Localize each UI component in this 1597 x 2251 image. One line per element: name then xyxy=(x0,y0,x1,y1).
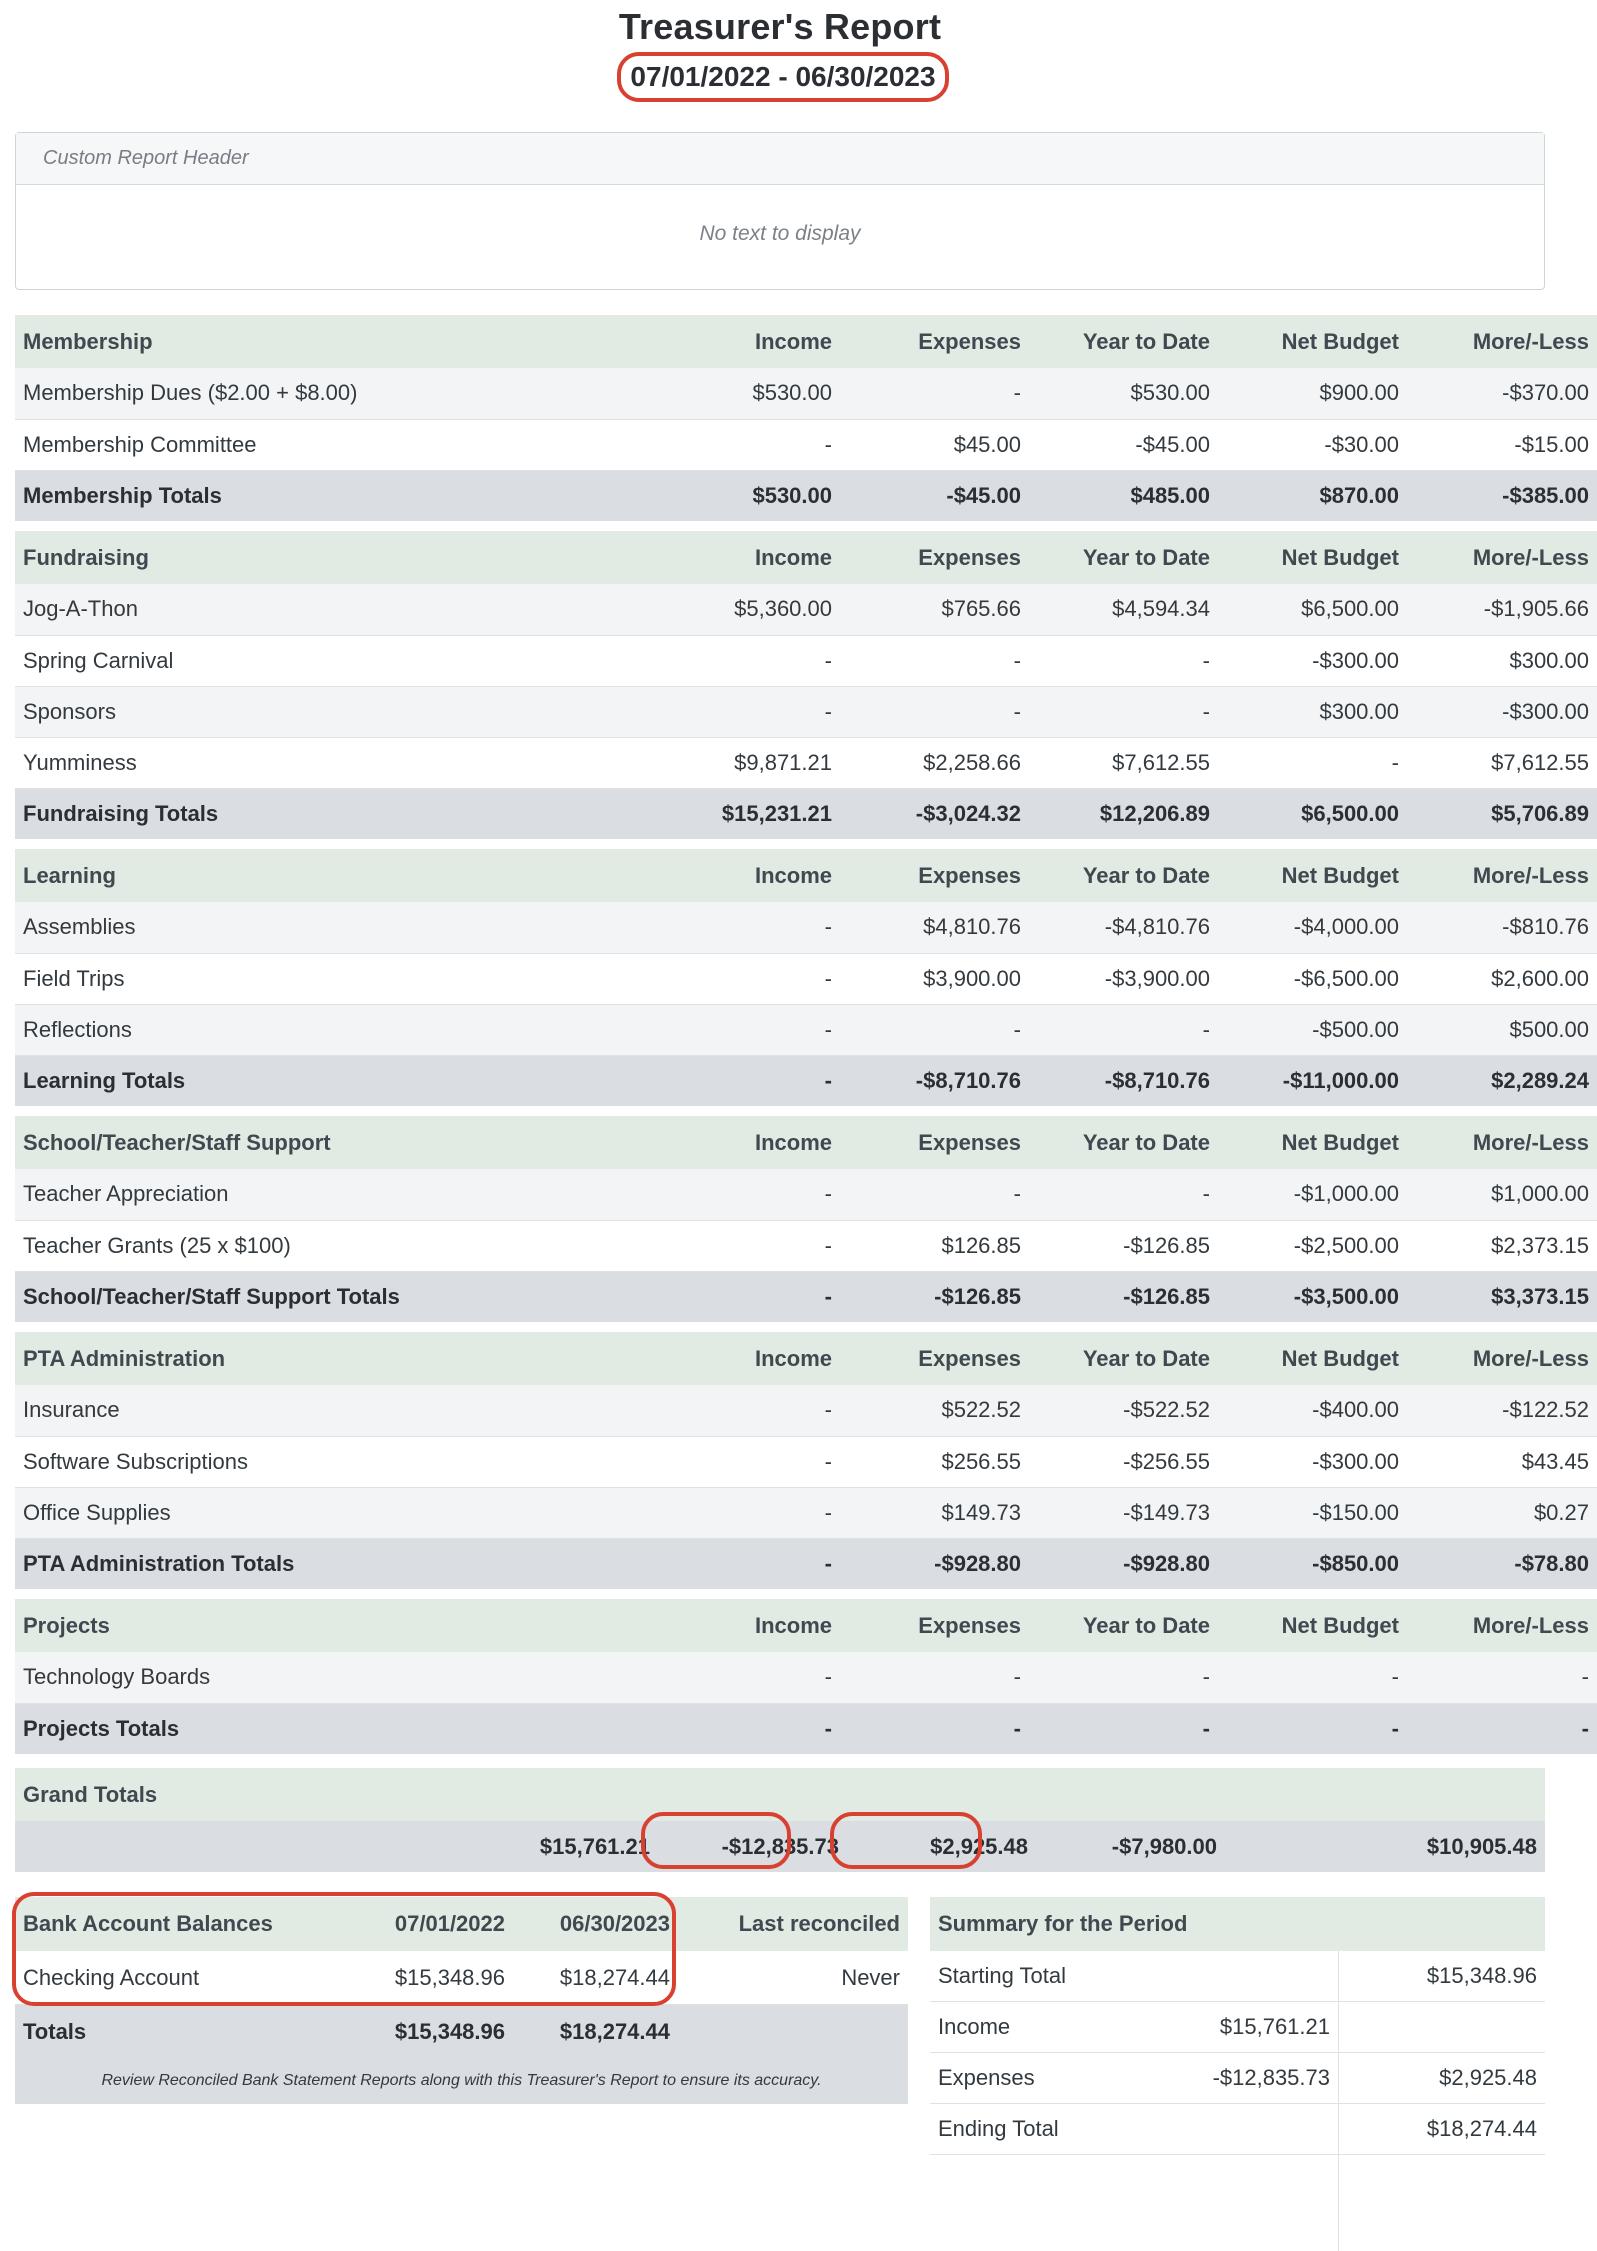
line-item-row xyxy=(15,1169,1597,1220)
line-item-value: -$126.85 xyxy=(1123,1232,1210,1258)
line-item-value: $9,871.21 xyxy=(734,749,832,775)
line-item-row xyxy=(15,368,1597,419)
summary-starting-row xyxy=(930,1951,1545,2002)
column-header: Year to Date xyxy=(1082,1129,1210,1155)
line-item-label: Reflections xyxy=(23,1016,132,1042)
line-item-row xyxy=(15,686,1597,737)
bank-totals-end: $18,274.44 xyxy=(559,2019,670,2044)
section-totals-value: $5,706.89 xyxy=(1491,800,1589,826)
line-item-value: $126.85 xyxy=(941,1232,1021,1258)
line-item-label: Field Trips xyxy=(23,965,125,991)
line-item-value: - xyxy=(824,1181,832,1207)
column-header: More/-Less xyxy=(1472,328,1589,354)
section-title: Membership xyxy=(23,328,153,354)
line-item-label: Spring Carnival xyxy=(23,647,174,673)
section-title: PTA Administration xyxy=(23,1345,226,1371)
line-item-value: $256.55 xyxy=(941,1448,1021,1474)
line-item-row xyxy=(15,1652,1597,1703)
line-item-value: $7,612.55 xyxy=(1491,749,1589,775)
section-table xyxy=(15,1599,1597,1754)
line-item-value: - xyxy=(1013,1016,1021,1042)
line-item-value: -$810.76 xyxy=(1502,914,1589,940)
line-item-value: $149.73 xyxy=(941,1499,1021,1525)
line-item-value: - xyxy=(1013,698,1021,724)
section-totals-row xyxy=(15,1055,1597,1106)
column-header: Expenses xyxy=(918,1129,1021,1155)
section-table xyxy=(15,315,1597,521)
section-totals-value: - xyxy=(824,1067,832,1093)
line-item-value: $2,258.66 xyxy=(923,749,1021,775)
bank-reconcile-note: Review Reconciled Bank Statement Reports along with this Treasurer's Report to ensure its accuracy. xyxy=(15,2058,908,2104)
column-header: Net Budget xyxy=(1281,544,1399,570)
line-item-value: - xyxy=(824,1664,832,1690)
bank-balances-highlight xyxy=(12,1892,676,2006)
section-totals-value: - xyxy=(1202,1715,1210,1741)
summary-ending-row xyxy=(930,2104,1545,2155)
section-totals-value: -$3,500.00 xyxy=(1293,1283,1399,1309)
bank-totals-label: Totals xyxy=(23,2019,87,2044)
section-table xyxy=(15,531,1597,839)
bank-account-start: $15,348.96 xyxy=(394,1965,505,1990)
grand-income-highlight xyxy=(641,1812,791,1869)
section-header-row xyxy=(15,849,1597,902)
line-item-label: Membership Dues ($2.00 + $8.00) xyxy=(23,380,358,406)
section-totals-value: -$126.85 xyxy=(934,1283,1021,1309)
section-totals-value: $530.00 xyxy=(752,482,832,508)
column-header: Income xyxy=(754,1612,832,1638)
line-item-value: - xyxy=(1581,1664,1589,1690)
line-item-value: - xyxy=(1202,1664,1210,1690)
bank-col-reconciled: Last reconciled xyxy=(738,1911,900,1936)
section-totals-row xyxy=(15,788,1597,839)
column-header: Year to Date xyxy=(1082,1345,1210,1371)
column-header: Income xyxy=(754,544,832,570)
line-item-value: $2,600.00 xyxy=(1491,965,1589,991)
section-totals-value: $3,373.15 xyxy=(1491,1283,1589,1309)
grand-totals-heading: Grand Totals xyxy=(15,1768,1545,1821)
line-item-value: - xyxy=(824,914,832,940)
line-item-value: -$122.52 xyxy=(1502,1397,1589,1423)
summary-ending-label: Ending Total xyxy=(938,2116,1059,2141)
section-totals-value: $2,289.24 xyxy=(1491,1067,1589,1093)
bank-col-start: 07/01/2022 xyxy=(394,1911,505,1936)
column-header: Expenses xyxy=(918,1345,1021,1371)
line-item-value: -$522.52 xyxy=(1123,1397,1210,1423)
line-item-value: - xyxy=(1013,380,1021,406)
section-totals-value: $12,206.89 xyxy=(1099,800,1210,826)
section-totals-value: -$3,024.32 xyxy=(915,800,1021,826)
line-item-label: Technology Boards xyxy=(23,1664,211,1690)
column-header: More/-Less xyxy=(1472,1345,1589,1371)
line-item-label: Teacher Grants (25 x $100) xyxy=(23,1232,291,1258)
custom-report-header xyxy=(15,132,1545,290)
column-header: Expenses xyxy=(918,328,1021,354)
bank-totals-start: $15,348.96 xyxy=(394,2019,505,2044)
section-totals-row xyxy=(15,1538,1597,1589)
line-item-label: Office Supplies xyxy=(23,1499,171,1525)
line-item-value: - xyxy=(824,1499,832,1525)
line-item-value: $300.00 xyxy=(1509,647,1589,673)
column-header: Year to Date xyxy=(1082,328,1210,354)
section-title: Fundraising xyxy=(23,544,149,570)
column-header: More/-Less xyxy=(1472,862,1589,888)
section-totals-value: - xyxy=(824,1550,832,1576)
line-item-value: - xyxy=(824,647,832,673)
column-header: More/-Less xyxy=(1472,544,1589,570)
section-totals-label: School/Teacher/Staff Support Totals xyxy=(23,1283,400,1309)
line-item-value: -$4,810.76 xyxy=(1104,914,1210,940)
line-item-label: Teacher Appreciation xyxy=(23,1181,229,1207)
line-item-value: $4,594.34 xyxy=(1112,596,1210,622)
column-header: Income xyxy=(754,862,832,888)
line-item-value: $765.66 xyxy=(941,596,1021,622)
section-totals-value: -$850.00 xyxy=(1312,1550,1399,1576)
line-item-label: Sponsors xyxy=(23,698,116,724)
summary-starting-value: $15,348.96 xyxy=(1426,1963,1537,1988)
section-totals-value: - xyxy=(824,1283,832,1309)
line-item-row xyxy=(15,1436,1597,1487)
column-header: Net Budget xyxy=(1281,862,1399,888)
bank-account-end: $18,274.44 xyxy=(559,1965,670,1990)
column-header: Income xyxy=(754,328,832,354)
column-header: Year to Date xyxy=(1082,1612,1210,1638)
line-item-value: -$300.00 xyxy=(1502,698,1589,724)
line-item-value: -$150.00 xyxy=(1312,1499,1399,1525)
section-totals-value: $870.00 xyxy=(1319,482,1399,508)
line-item-value: -$1,905.66 xyxy=(1483,596,1589,622)
summary-net-value: $2,925.48 xyxy=(1439,2065,1537,2090)
line-item-row xyxy=(15,737,1597,788)
line-item-value: -$500.00 xyxy=(1312,1016,1399,1042)
bank-header-label: Bank Account Balances xyxy=(23,1911,273,1936)
line-item-value: $522.52 xyxy=(941,1397,1021,1423)
column-header: Net Budget xyxy=(1281,328,1399,354)
section-header-row xyxy=(15,531,1597,584)
line-item-row xyxy=(15,584,1597,635)
section-title: Projects xyxy=(23,1612,110,1638)
line-item-row xyxy=(15,1220,1597,1271)
section-header-row xyxy=(15,315,1597,368)
line-item-value: - xyxy=(1202,698,1210,724)
grand-total-income: $15,761.21 xyxy=(539,1834,650,1859)
line-item-label: Assemblies xyxy=(23,914,136,940)
bank-col-end: 06/30/2023 xyxy=(559,1911,670,1936)
report-date-range: 07/01/2022 - 06/30/2023 xyxy=(617,52,949,102)
section-totals-value: -$78.80 xyxy=(1514,1550,1589,1576)
line-item-value: - xyxy=(824,698,832,724)
line-item-value: $530.00 xyxy=(752,380,832,406)
section-header-row xyxy=(15,1116,1597,1169)
line-item-value: - xyxy=(824,431,832,457)
section-title: School/Teacher/Staff Support xyxy=(23,1129,331,1155)
section-totals-row xyxy=(15,1271,1597,1322)
line-item-value: - xyxy=(824,1448,832,1474)
bank-account-name: Checking Account xyxy=(23,1965,200,1990)
line-item-value: - xyxy=(1013,647,1021,673)
summary-ending-value: $18,274.44 xyxy=(1426,2116,1537,2141)
column-header: More/-Less xyxy=(1472,1129,1589,1155)
section-totals-value: $15,231.21 xyxy=(721,800,832,826)
section-totals-value: -$385.00 xyxy=(1502,482,1589,508)
line-item-row xyxy=(15,1385,1597,1436)
line-item-row xyxy=(15,1004,1597,1055)
section-table xyxy=(15,1116,1597,1322)
summary-income-label: Income xyxy=(938,2014,1011,2039)
line-item-row xyxy=(15,635,1597,686)
custom-header-label: Custom Report Header xyxy=(16,133,1544,185)
grand-expenses-highlight xyxy=(830,1812,982,1869)
section-totals-row xyxy=(15,1703,1597,1754)
line-item-value: - xyxy=(1013,1664,1021,1690)
column-header: Net Budget xyxy=(1281,1612,1399,1638)
line-item-label: Yumminess xyxy=(23,749,137,775)
column-header: Expenses xyxy=(918,862,1021,888)
section-totals-value: - xyxy=(824,1715,832,1741)
section-totals-value: $6,500.00 xyxy=(1301,800,1399,826)
section-totals-label: Fundraising Totals xyxy=(23,800,219,826)
line-item-value: -$1,000.00 xyxy=(1293,1181,1399,1207)
line-item-value: - xyxy=(824,1397,832,1423)
summary-header: Summary for the Period xyxy=(930,1897,1545,1951)
summary-expenses-value: -$12,835.73 xyxy=(1212,2065,1330,2090)
line-item-label: Software Subscriptions xyxy=(23,1448,248,1474)
section-header-row xyxy=(15,1332,1597,1385)
column-header: Income xyxy=(754,1129,832,1155)
line-item-value: - xyxy=(1202,647,1210,673)
grand-total-year-to-date: $2,925.48 xyxy=(930,1834,1028,1859)
line-item-value: $0.27 xyxy=(1533,1499,1589,1525)
line-item-value: -$15.00 xyxy=(1514,431,1589,457)
line-item-value: -$2,500.00 xyxy=(1293,1232,1399,1258)
line-item-value: $500.00 xyxy=(1509,1016,1589,1042)
section-title: Learning xyxy=(23,862,116,888)
line-item-label: Jog-A-Thon xyxy=(23,596,138,622)
section-totals-value: -$8,710.76 xyxy=(1104,1067,1210,1093)
line-item-value: -$256.55 xyxy=(1123,1448,1210,1474)
column-header: More/-Less xyxy=(1472,1612,1589,1638)
report-title: Treasurer's Report xyxy=(618,6,942,47)
summary-income-row xyxy=(930,2002,1545,2053)
line-item-row xyxy=(15,953,1597,1004)
line-item-label: Membership Committee xyxy=(23,431,257,457)
summary-divider xyxy=(1338,1951,1339,2251)
line-item-value: $5,360.00 xyxy=(734,596,832,622)
line-item-value: $6,500.00 xyxy=(1301,596,1399,622)
line-item-value: $7,612.55 xyxy=(1112,749,1210,775)
summary-for-period xyxy=(930,1897,1545,2155)
line-item-value: -$300.00 xyxy=(1312,1448,1399,1474)
line-item-value: - xyxy=(824,1232,832,1258)
line-item-value: -$3,900.00 xyxy=(1104,965,1210,991)
summary-starting-label: Starting Total xyxy=(938,1963,1067,1988)
section-totals-value: - xyxy=(1391,1715,1399,1741)
grand-total-more-less: $10,905.48 xyxy=(1426,1834,1537,1859)
section-table xyxy=(15,1332,1597,1589)
line-item-value: $900.00 xyxy=(1319,380,1399,406)
column-header: Net Budget xyxy=(1281,1345,1399,1371)
line-item-value: $3,900.00 xyxy=(923,965,1021,991)
line-item-value: -$149.73 xyxy=(1123,1499,1210,1525)
column-header: Income xyxy=(754,1345,832,1371)
line-item-value: -$370.00 xyxy=(1502,380,1589,406)
line-item-value: $45.00 xyxy=(953,431,1021,457)
line-item-value: $4,810.76 xyxy=(923,914,1021,940)
section-totals-value: -$45.00 xyxy=(946,482,1021,508)
column-header: Expenses xyxy=(918,544,1021,570)
summary-expenses-label: Expenses xyxy=(938,2065,1035,2090)
section-header-row xyxy=(15,1599,1597,1652)
line-item-value: -$45.00 xyxy=(1135,431,1210,457)
line-item-value: $43.45 xyxy=(1521,1448,1589,1474)
section-totals-value: - xyxy=(1581,1715,1589,1741)
bank-account-reconciled: Never xyxy=(841,1965,900,1990)
line-item-value: - xyxy=(824,965,832,991)
line-item-value: $530.00 xyxy=(1130,380,1210,406)
column-header: Year to Date xyxy=(1082,544,1210,570)
section-totals-label: PTA Administration Totals xyxy=(23,1550,295,1576)
line-item-value: $1,000.00 xyxy=(1491,1181,1589,1207)
line-item-value: -$4,000.00 xyxy=(1293,914,1399,940)
section-totals-label: Projects Totals xyxy=(23,1715,180,1741)
section-totals-value: - xyxy=(1013,1715,1021,1741)
grand-total-expenses: -$12,835.73 xyxy=(721,1834,839,1859)
summary-expenses-row xyxy=(930,2053,1545,2104)
line-item-value: - xyxy=(1202,1181,1210,1207)
line-item-value: -$300.00 xyxy=(1312,647,1399,673)
line-item-value: - xyxy=(1202,1016,1210,1042)
section-table xyxy=(15,849,1597,1106)
line-item-row xyxy=(15,1487,1597,1538)
section-totals-label: Learning Totals xyxy=(23,1067,186,1093)
line-item-value: -$30.00 xyxy=(1324,431,1399,457)
column-header: Expenses xyxy=(918,1612,1021,1638)
summary-income-value: $15,761.21 xyxy=(1219,2014,1330,2039)
line-item-value: $300.00 xyxy=(1319,698,1399,724)
line-item-value: - xyxy=(824,1016,832,1042)
column-header: Year to Date xyxy=(1082,862,1210,888)
line-item-value: - xyxy=(1013,1181,1021,1207)
custom-header-empty-text: No text to display xyxy=(699,222,861,245)
section-totals-row xyxy=(15,470,1597,521)
grand-total-net-budget: -$7,980.00 xyxy=(1111,1834,1217,1859)
line-item-value: - xyxy=(1391,1664,1399,1690)
line-item-value: -$6,500.00 xyxy=(1293,965,1399,991)
bank-totals-row xyxy=(15,2005,908,2058)
line-item-value: -$400.00 xyxy=(1312,1397,1399,1423)
line-item-row xyxy=(15,902,1597,953)
section-totals-value: -$11,000.00 xyxy=(1282,1067,1399,1093)
line-item-value: $2,373.15 xyxy=(1491,1232,1589,1258)
column-header: Net Budget xyxy=(1281,1129,1399,1155)
section-totals-value: -$928.80 xyxy=(934,1550,1021,1576)
section-totals-value: $485.00 xyxy=(1130,482,1210,508)
line-item-value: - xyxy=(1391,749,1399,775)
section-totals-value: -$8,710.76 xyxy=(915,1067,1021,1093)
section-totals-value: -$928.80 xyxy=(1123,1550,1210,1576)
section-totals-label: Membership Totals xyxy=(23,482,222,508)
section-totals-value: -$126.85 xyxy=(1123,1283,1210,1309)
line-item-label: Insurance xyxy=(23,1397,120,1423)
line-item-row xyxy=(15,419,1597,470)
